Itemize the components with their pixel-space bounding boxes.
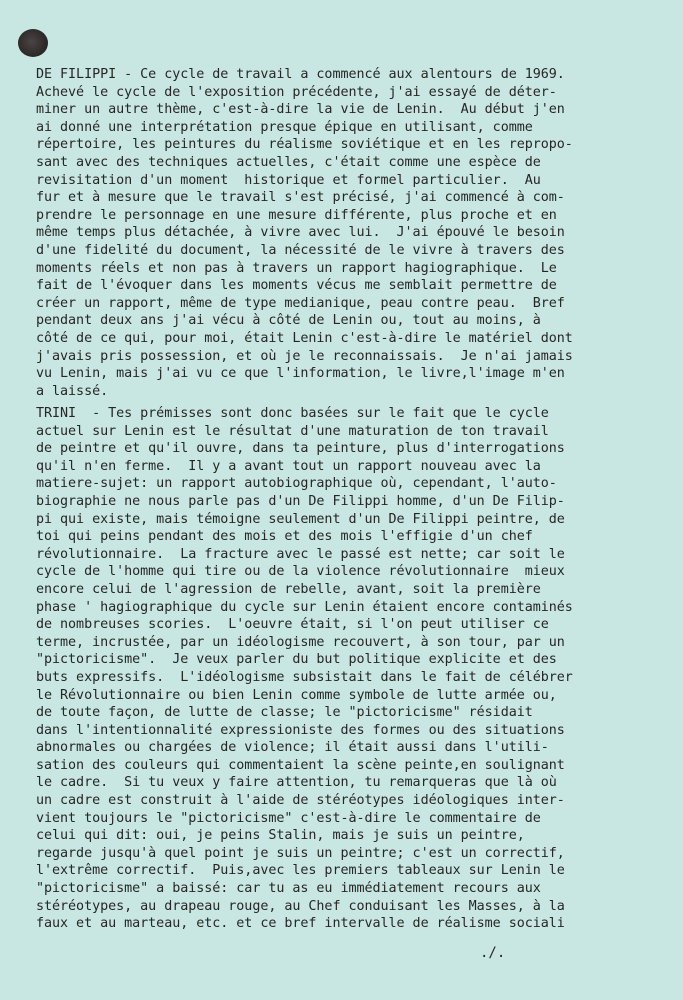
text-line: prendre le personnage en une mesure différente, plus proche et en: [36, 207, 557, 223]
text-line: sation des couleurs qui commentaient la scène peinte,en soulignant: [36, 757, 565, 773]
text-line: ai donné une interprétation presque épique en utilisant, comme: [36, 119, 533, 135]
punch-hole: [18, 29, 48, 57]
text-line: Achevé le cycle de l'exposition précédente, j'ai essayé de déter-: [36, 84, 557, 100]
text-line: de toute façon, de lutte de classe; le "pictoricisme" résidait: [36, 705, 533, 721]
text-line: "pictoricisme" a baissé: car tu as eu immédiatement recours aux: [36, 881, 541, 897]
text-line: faux et au marteau, etc. et ce bref intervalle de réalisme sociali: [36, 916, 565, 932]
text-line: toi qui peins pendant des mois et des mois l'effigie d'un chef: [36, 529, 533, 545]
text-line: pendant deux ans j'ai vécu à côté de Lenin ou, tout au moins, à: [36, 313, 541, 329]
text-line: de peintre et qu'il ouvre, dans ta peinture, plus d'interrogations: [36, 441, 565, 457]
text-line: pi qui existe, mais témoigne seulement d'un De Filippi peintre, de: [36, 511, 565, 527]
text-line: vient toujours le "pictoricisme" c'est-à-dire le commentaire de: [36, 810, 541, 826]
text-line: "pictoricisme". Je veux parler du but politique explicite et des: [36, 652, 557, 668]
text-line: abnormales ou chargées de violence; il était aussi dans l'utili-: [36, 740, 549, 756]
paragraph-trini: [36, 405, 636, 933]
text-line: moments réels et non pas à travers un rapport hagiographique. Le: [36, 260, 557, 276]
text-line: sant avec des techniques actuelles, c'était comme une espèce de: [36, 154, 541, 170]
text-line: DE FILIPPI - Ce cycle de travail a commencé aux alentours de 1969.: [36, 67, 565, 82]
text-line: celui qui dit: oui, je peins Stalin, mais je suis un peintre,: [36, 828, 525, 844]
paragraph-de-filippi: [36, 66, 636, 400]
text-line: révolutionnaire. La fracture avec le passé est nette; car soit le: [36, 546, 565, 562]
text-line: fait de l'évoquer dans les moments vécus me semblait permettre de: [36, 278, 557, 294]
text-line: buts expressifs. L'idéologisme subsistait dans le fait de célébrer: [36, 669, 573, 685]
text-line: vu Lenin, mais j'ai vu ce que l'information, le livre,l'image m'en: [36, 366, 565, 382]
text-line: fur et à mesure que le travail s'est précisé, j'ai commencé à com-: [36, 190, 565, 206]
text-line: le cadre. Si tu veux y faire attention, tu remarqueras que là où: [36, 775, 557, 791]
text-line: d'une fidelité du document, la nécessité de le vivre à travers des: [36, 242, 565, 258]
text-line: dans l'intentionnalité expressioniste des formes ou des situations: [36, 722, 565, 738]
text-line: phase ' hagiographique du cycle sur Lenin étaient encore contaminés: [36, 599, 573, 615]
text-line: créer un rapport, même de type medianique, peau contre peau. Bref: [36, 295, 565, 311]
text-line: répertoire, les peintures du réalisme soviétique et en les repropo-: [36, 137, 573, 153]
text-line: revisitation d'un moment historique et formel particulier. Au: [36, 172, 541, 188]
text-line: terme, incrustée, par un idéologisme recouvert, à son tour, par un: [36, 634, 565, 650]
text-line: regarde jusqu'à quel point je suis un peintre; c'est un correctif,: [36, 845, 565, 861]
text-line: biographie ne nous parle pas d'un De Filippi homme, d'un De Filip-: [36, 493, 565, 509]
text-line: un cadre est construit à l'aide de stéréotypes idéologiques inter-: [36, 793, 565, 809]
text-line: cycle de l'homme qui tire ou de la violence révolutionnaire mieux: [36, 564, 565, 580]
text-line: stéréotypes, au drapeau rouge, au Chef conduisant les Masses, à la: [36, 898, 565, 914]
text-line: qu'il n'en ferme. Il y a avant tout un rapport nouveau avec la: [36, 458, 541, 474]
continuation-mark: ./.: [480, 945, 506, 961]
text-line: matiere-sujet: un rapport autobiographique où, cependant, l'auto-: [36, 476, 557, 492]
text-line: actuel sur Lenin est le résultat d'une maturation de ton travail: [36, 423, 549, 439]
text-line: encore celui de l'agression de rebelle, avant, soit la première: [36, 581, 541, 597]
text-line: côté de ce qui, pour moi, était Lenin c'est-à-dire le matériel dont: [36, 330, 573, 346]
text-line: l'extrême correctif. Puis,avec les premiers tableaux sur Lenin le: [36, 863, 565, 879]
text-line: miner un autre thème, c'est-à-dire la vie de Lenin. Au début j'en: [36, 102, 565, 118]
text-line: a laissé.: [36, 383, 109, 399]
text-line: le Révolutionnaire ou bien Lenin comme symbole de lutte armée ou,: [36, 687, 557, 703]
text-line: même temps plus détachée, à vivre avec lui. J'ai épouvé le besoin: [36, 225, 565, 241]
text-line: j'avais pris possession, et où je le reconnaissais. Je n'ai jamais: [36, 348, 573, 364]
text-line: TRINI - Tes prémisses sont donc basées sur le fait que le cycle: [36, 406, 549, 421]
text-line: de nombreuses scories. L'oeuvre était, si l'on peut utiliser ce: [36, 617, 549, 633]
